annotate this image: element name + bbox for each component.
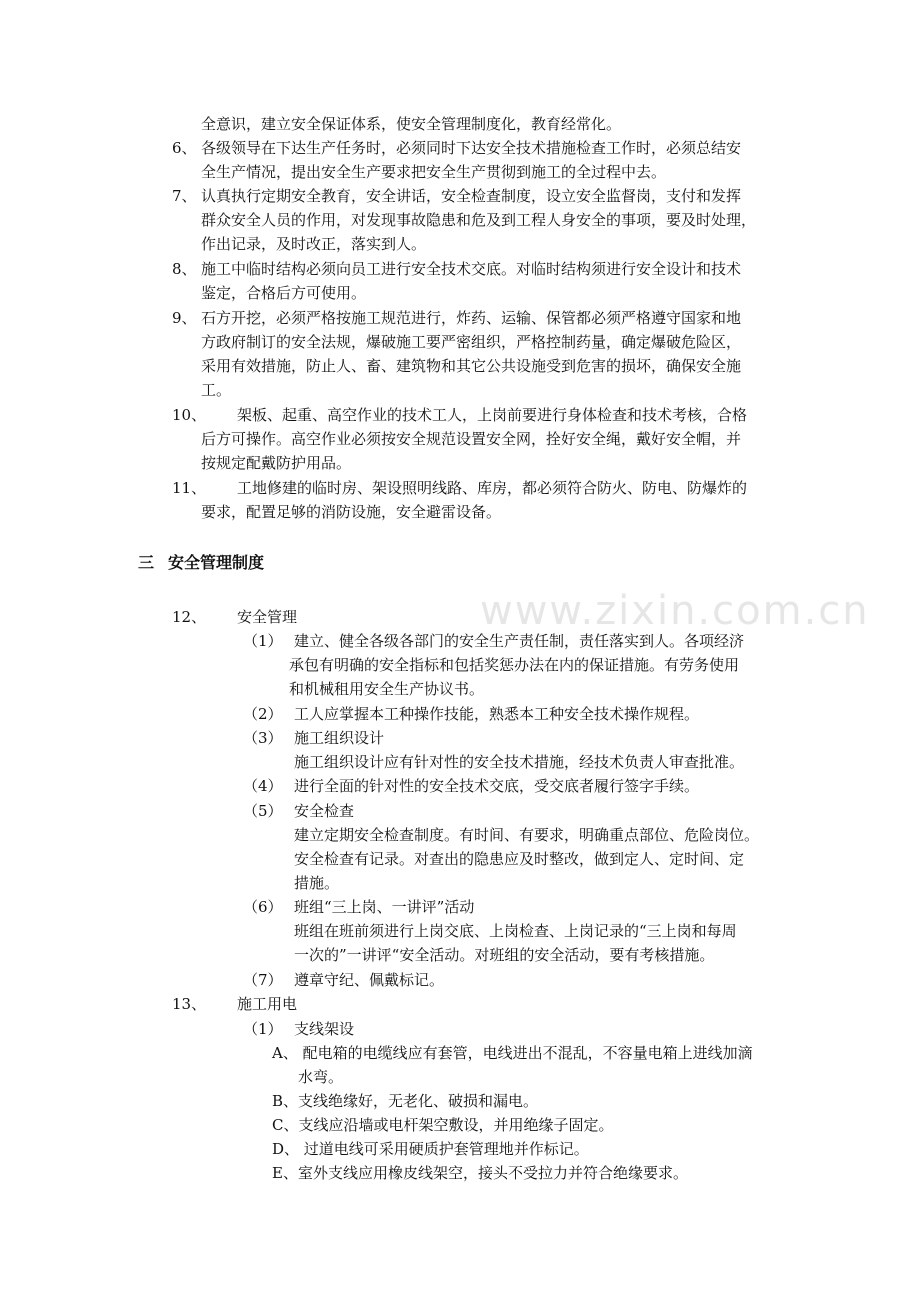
item-6-number: 6、 xyxy=(172,139,197,157)
item-11-line-1: 工地修建的临时房、架设照明线路、库房，都必须符合防火、防电、防爆炸的 xyxy=(237,479,748,497)
item-8-number: 8、 xyxy=(172,260,197,278)
item-12-sub-6-line-1: 班组在班前须进行上岗交底、上岗检查、上岗记录的“三上岗和每周 xyxy=(294,922,737,940)
item-13-number: 13、 xyxy=(172,995,207,1013)
item-9-line-2: 方政府制订的安全法规，爆破施工要严密组织，严格控制药量，确定爆破危险区， xyxy=(201,333,742,351)
item-12-sub-7-line-1: 遵章守纪、佩戴标记。 xyxy=(294,971,445,989)
item-12-number: 12、 xyxy=(172,608,207,626)
item-13-E: E、室外支线应用橡皮线架空，接头不受拉力并符合绝缘要求。 xyxy=(272,1164,688,1182)
item-9-line-1: 石方开挖，必须严格按施工规范进行，炸药、运输、保管都必须严格遵守国家和地 xyxy=(201,309,742,327)
item-12-sub-5-number: （5） xyxy=(243,802,283,820)
item-12-sub-1-line-2: 承包有明确的安全指标和包括奖惩办法在内的保证措施。有劳务使用 xyxy=(289,656,740,674)
item-8-line-2: 鉴定，合格后方可使用。 xyxy=(201,284,367,302)
section-title: 安全管理制度 xyxy=(168,553,265,572)
item-12-sub-6-title: 班组“三上岗、一讲评”活动 xyxy=(294,898,475,916)
item-12-sub-2-line-1: 工人应掌握本工种操作技能，熟悉本工种安全技术操作规程。 xyxy=(294,705,700,723)
item-12-sub-7-number: （7） xyxy=(243,971,283,989)
item-8-line-1: 施工中临时结构必须向员工进行安全技术交底。对临时结构须进行安全设计和技术 xyxy=(201,260,742,278)
item-10-line-1: 架板、起重、高空作业的技术工人，上岗前要进行身体检查和技术考核，合格 xyxy=(237,406,748,424)
section-number: 三 xyxy=(138,553,155,572)
item-11-line-2: 要求，配置足够的消防设施，安全避雷设备。 xyxy=(201,503,502,521)
item-12-sub-1-line-1: 建立、健全各级各部门的安全生产责任制，责任落实到人。各项经济 xyxy=(294,632,745,650)
item-12-sub-2-number: （2） xyxy=(243,705,283,723)
item-9-line-3: 采用有效措施，防止人、畜、建筑物和其它公共设施受到危害的损坏，确保安全施 xyxy=(201,357,742,375)
item-12-sub-6-number: （6） xyxy=(243,898,283,916)
item-10-line-2: 后方可操作。高空作业必须按安全规范设置安全网，拴好安全绳，戴好安全帽，并 xyxy=(201,430,742,448)
item-7-line-3: 作出记录，及时改正，落实到人。 xyxy=(201,235,427,253)
item-13-sub-1-number: （1） xyxy=(243,1020,283,1038)
item-13-title: 施工用电 xyxy=(237,995,298,1013)
item-12-title: 安全管理 xyxy=(237,608,298,626)
item-7-line-1: 认真执行定期安全教育，安全讲话，安全检查制度，设立安全监督岗，支付和发挥 xyxy=(201,187,742,205)
item-12-sub-5-line-3: 措施。 xyxy=(294,874,340,892)
item-13-sub-1-title: 支线架设 xyxy=(294,1020,355,1038)
item-6-line-1: 各级领导在下达生产任务时，必须同时下达安全技术措施检查工作时，必须总结安 xyxy=(201,139,742,157)
item-7-line-2: 群众安全人员的作用，对发现事故隐患和危及到工程人身安全的事项，要及时处理， xyxy=(201,211,757,229)
item-12-sub-4-number: （4） xyxy=(243,777,283,795)
item-6-line-2: 全生产情况，提出安全生产要求把安全生产贯彻到施工的全过程中去。 xyxy=(201,163,667,181)
item-12-sub-6-line-2: 一次的”一讲评“安全活动。对班组的安全活动，要有考核措施。 xyxy=(294,946,715,964)
item-7-number: 7、 xyxy=(172,187,197,205)
item-13-A-line-1: A、 配电箱的电缆线应有套管，电线进出不混乱，不容量电箱上进线加滴 xyxy=(272,1044,753,1062)
item-13-B: B、支线绝缘好，无老化、破损和漏电。 xyxy=(272,1092,539,1110)
item-13-D: D、 过道电线可采用硬质护套管理地并作标记。 xyxy=(272,1140,589,1158)
item-12-sub-3-line-1: 施工组织设计应有针对性的安全技术措施，经技术负责人审查批准。 xyxy=(294,753,745,771)
watermark: www.zixin.com.cn xyxy=(480,588,870,634)
item-12-sub-3-number: （3） xyxy=(243,729,283,747)
item-13-A-line-2: 水弯。 xyxy=(298,1068,344,1086)
item-12-sub-1-line-3: 和机械租用安全生产协议书。 xyxy=(289,680,485,698)
item-12-sub-1-number: （1） xyxy=(243,632,283,650)
item-9-number: 9、 xyxy=(172,309,197,327)
item-12-sub-5-line-2: 安全检查有记录。对查出的隐患应及时整改，做到定人、定时间、定 xyxy=(294,850,745,868)
item-12-sub-4-line-1: 进行全面的针对性的安全技术交底，受交底者履行签字手续。 xyxy=(294,777,700,795)
item-12-sub-5-line-1: 建立定期安全检查制度。有时间、有要求，明确重点部位、危险岗位。 xyxy=(294,826,760,844)
item-11-number: 11、 xyxy=(172,479,207,497)
item-10-line-3: 按规定配戴防护用品。 xyxy=(201,454,352,472)
item-5-tail: 全意识，建立安全保证体系，使安全管理制度化，教育经常化。 xyxy=(201,115,622,133)
item-12-sub-3-title: 施工组织设计 xyxy=(294,729,385,747)
item-12-sub-5-title: 安全检查 xyxy=(294,802,355,820)
item-13-C: C、支线应沿墙或电杆架空敷设，并用绝缘子固定。 xyxy=(272,1116,614,1134)
item-10-number: 10、 xyxy=(172,406,207,424)
item-9-line-4: 工。 xyxy=(201,381,232,399)
